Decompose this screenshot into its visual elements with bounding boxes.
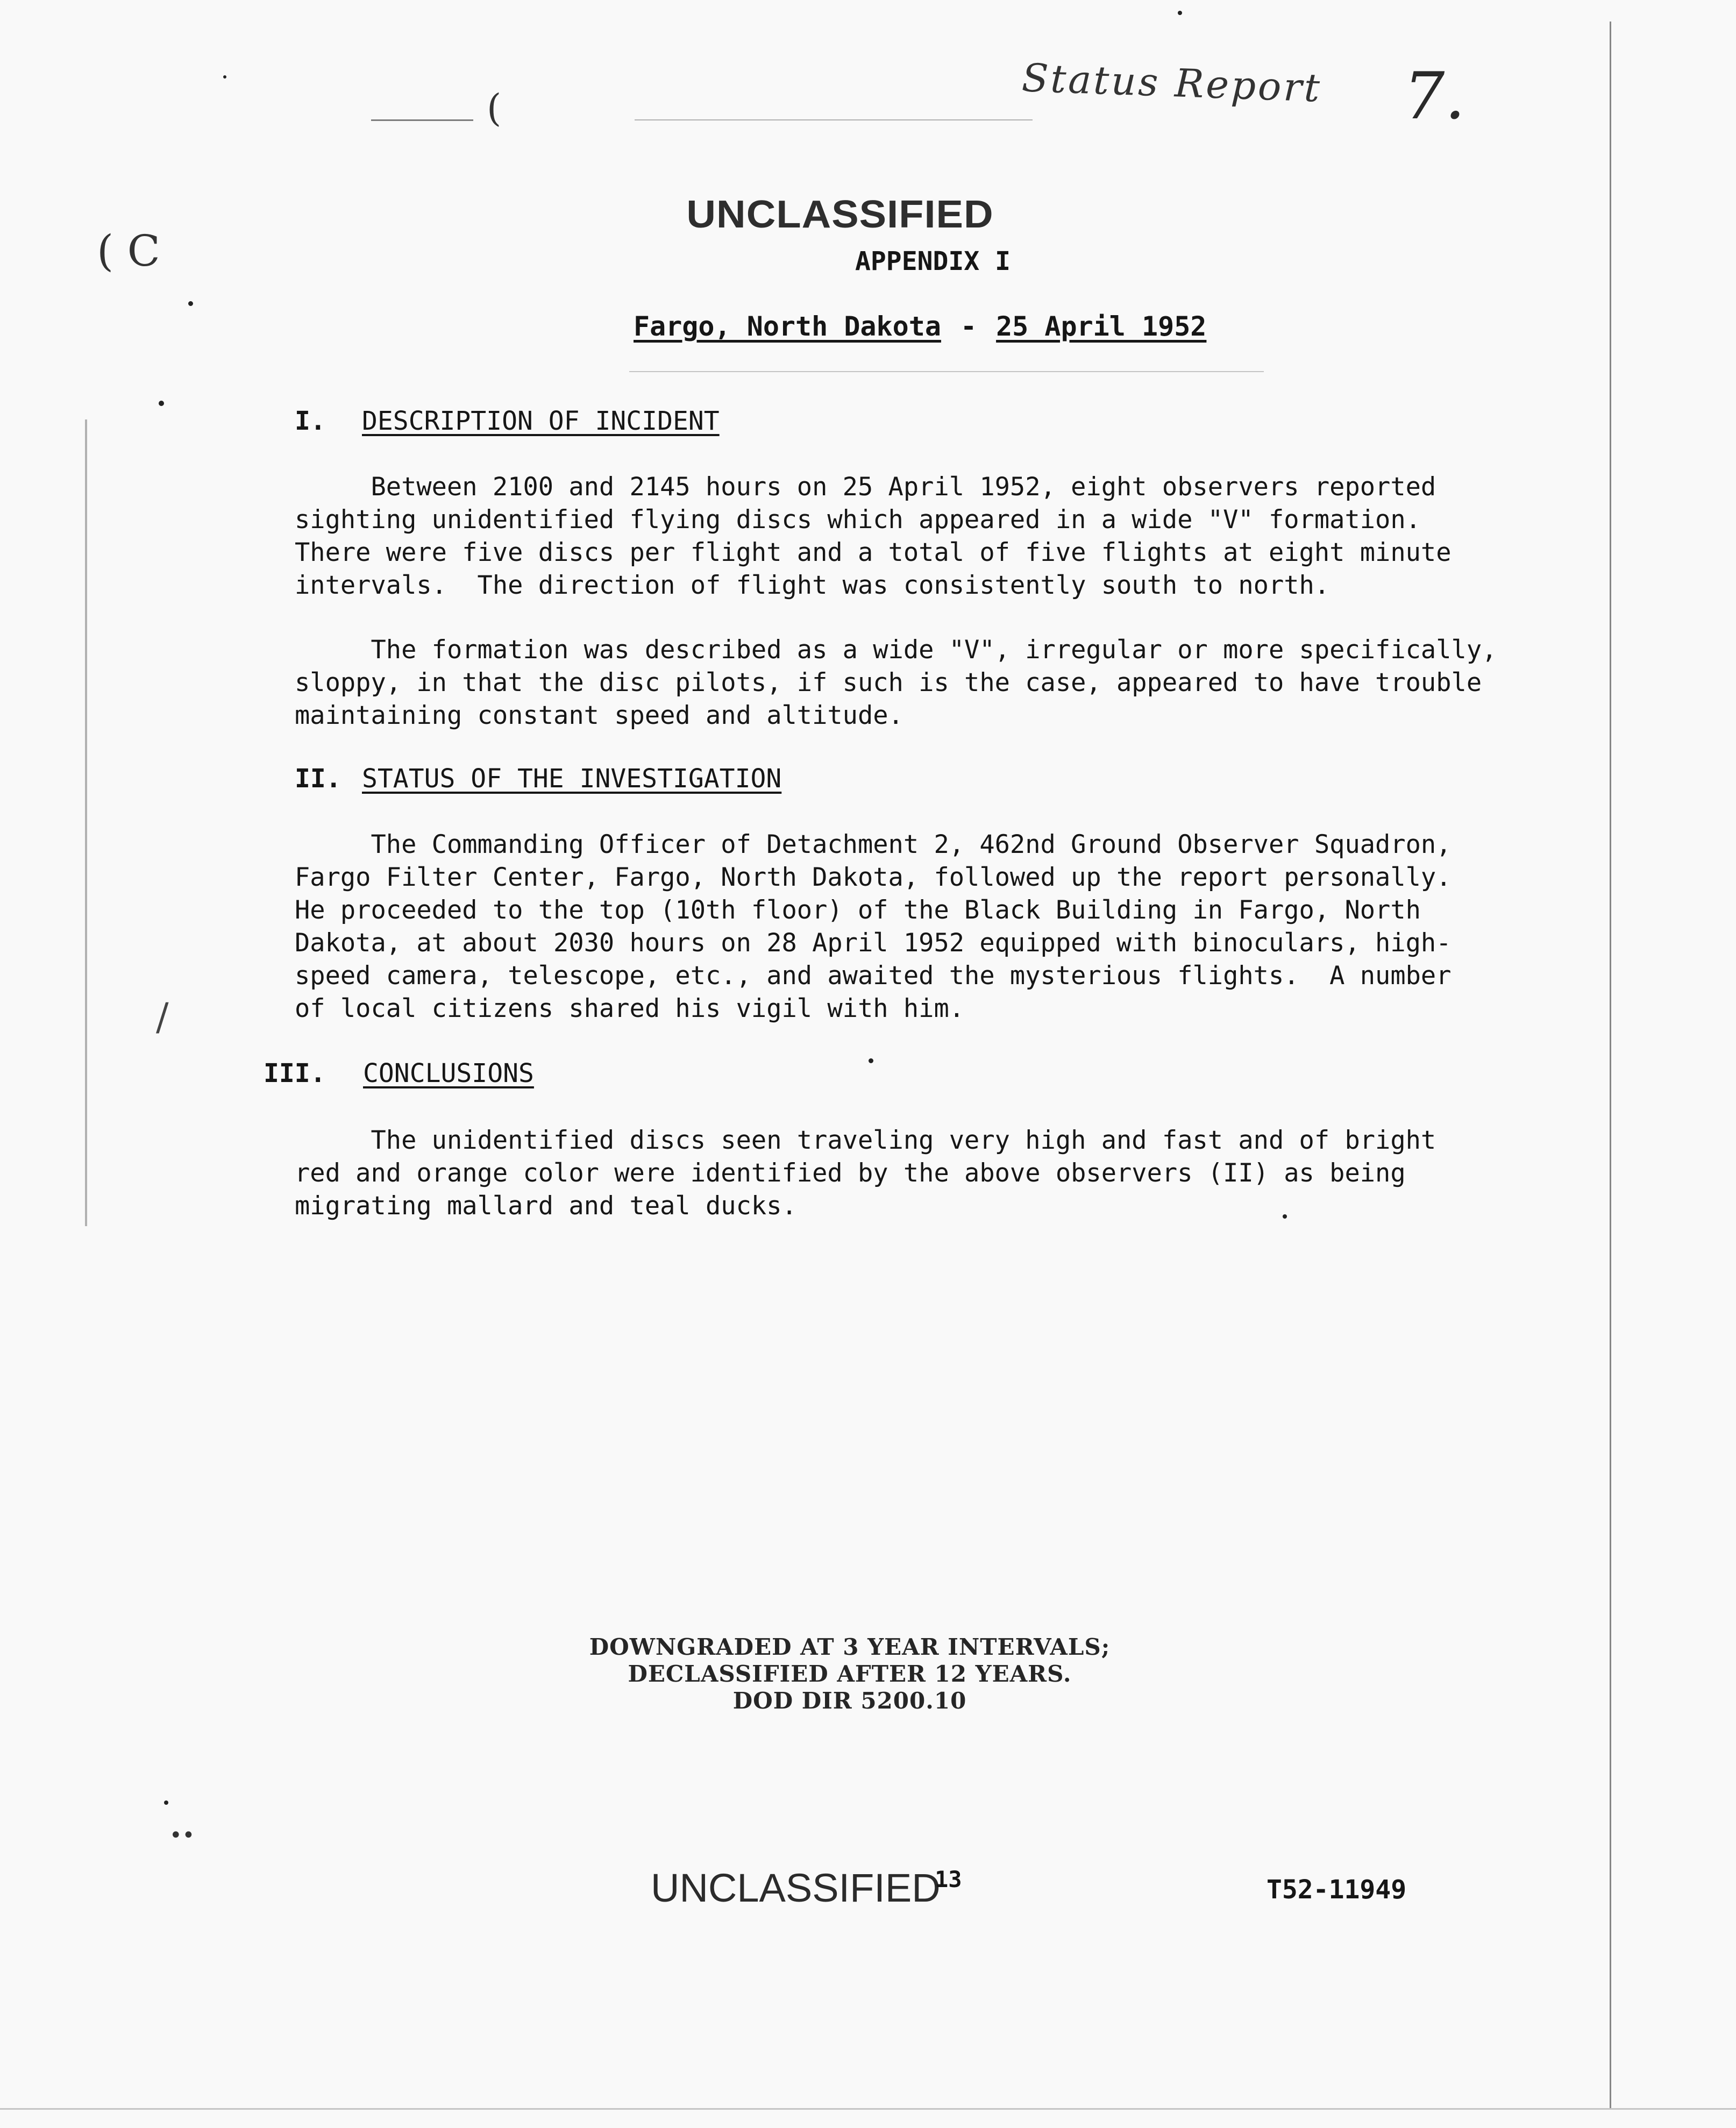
page-number: 13 (935, 1866, 962, 1892)
scan-right-edge (1610, 22, 1611, 2108)
text-line: The unidentified discs seen traveling very high and fast and of bright (295, 1126, 1436, 1155)
scan-speck (159, 401, 164, 406)
handwritten-number: 7. (1404, 59, 1465, 134)
date: 25 April 1952 (996, 311, 1207, 342)
document-id: T52-11949 (1267, 1875, 1407, 1905)
scan-mark: •• (169, 1823, 195, 1848)
scan-speck (223, 75, 226, 79)
handwritten-note: Status Report (1021, 55, 1323, 111)
scan-speck (164, 1800, 168, 1805)
section-title: STATUS OF THE INVESTIGATION (362, 764, 782, 794)
downgrade-stamp-line: DOWNGRADED AT 3 YEAR INTERVALS; (589, 1634, 1111, 1660)
section-heading (295, 406, 720, 436)
paragraph (295, 828, 1596, 1025)
text-line: maintaining constant speed and altitude. (295, 701, 903, 730)
text-line: of local citizens shared his vigil with him. (295, 994, 965, 1023)
scan-bottom-edge (0, 2108, 1736, 2110)
text-line: intervals. The direction of flight was consistently south to north. (295, 571, 1330, 600)
text-line: Dakota, at about 2030 hours on 28 April 1952 equipped with binoculars, high- (295, 928, 1452, 958)
section-title: DESCRIPTION OF INCIDENT (362, 406, 720, 436)
text-line: red and orange color were identified by the above observers (II) as being (295, 1158, 1406, 1188)
scan-mark: ( C (97, 226, 160, 276)
classification-stamp-bottom: UNCLASSIFIED (651, 1866, 941, 1910)
scan-left-edge (85, 419, 87, 1226)
downgrade-stamp-line: DOD DIR 5200.10 (732, 1688, 967, 1714)
scan-speck (1178, 11, 1182, 15)
text-line: sighting unidentified flying discs which appeared in a wide "V" formation. (295, 505, 1421, 535)
paragraph (295, 1124, 1596, 1222)
text-line: The Commanding Officer of Detachment 2, 462nd Ground Observer Squadron, (295, 830, 1452, 859)
classification-stamp-top: UNCLASSIFIED (686, 193, 994, 236)
location-date-heading (634, 311, 1206, 342)
paragraph (295, 634, 1596, 732)
location: Fargo, North Dakota (634, 311, 941, 342)
section-number: II. (295, 764, 341, 794)
text-line: migrating mallard and teal ducks. (295, 1191, 797, 1221)
text-line: sloppy, in that the disc pilots, if such is the case, appeared to have trouble (295, 668, 1482, 698)
text-line: speed camera, telescope, etc., and awaited the mysterious flights. A number (295, 961, 1452, 991)
paragraph (295, 471, 1596, 602)
section-heading (264, 1058, 534, 1088)
appendix-heading: APPENDIX I (855, 246, 1011, 276)
scan-top-rule-right (635, 119, 1033, 120)
text-line: Between 2100 and 2145 hours on 25 April 1952, eight observers reported (295, 472, 1436, 502)
text-line: He proceeded to the top (10th floor) of the Black Building in Fargo, North (295, 895, 1421, 925)
scan-speck (188, 301, 193, 306)
location-separator: - (960, 311, 977, 342)
downgrade-stamp (500, 1634, 1199, 1714)
scan-mark: / (156, 995, 169, 1039)
text-line: Fargo Filter Center, Fargo, North Dakota, followed up the report personally. (295, 863, 1452, 892)
scan-mark: ( (487, 86, 502, 130)
location-rule (629, 371, 1264, 372)
downgrade-stamp-line: DECLASSIFIED AFTER 12 YEARS. (628, 1661, 1072, 1687)
scan-speck (869, 1058, 873, 1063)
section-title: CONCLUSIONS (363, 1058, 534, 1088)
text-line: The formation was described as a wide "V", irregular or more specifically, (295, 635, 1497, 665)
scan-top-rule (371, 119, 473, 121)
text-line: There were five discs per flight and a total of five flights at eight minute (295, 538, 1452, 567)
section-number: I. (295, 406, 326, 436)
section-heading (295, 764, 781, 794)
section-number: III. (264, 1058, 326, 1088)
